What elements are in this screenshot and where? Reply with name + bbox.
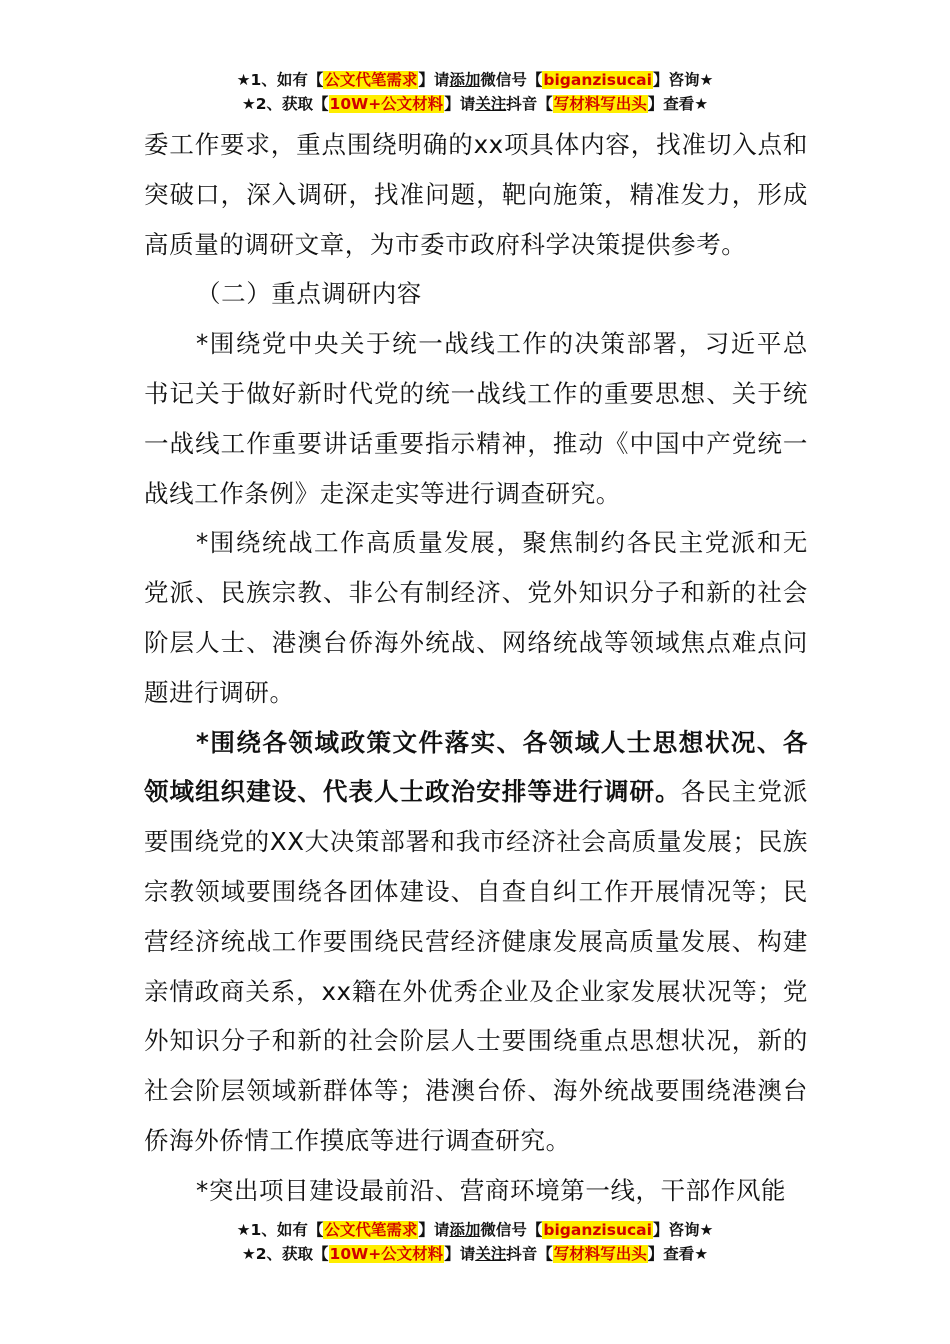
banner-highlight: 写材料写出头 (553, 95, 647, 113)
banner-text: 抖音【 (506, 1245, 553, 1263)
banner-line-1 (0, 68, 950, 92)
document-body (144, 120, 808, 1216)
banner-text: 抖音【 (506, 95, 553, 113)
paragraph-bold-lead: *围绕各领域政策文件落实、各领域人士思想状况、各领域组织建设、代表人士政治安排等进行调研。 (144, 727, 808, 807)
paragraph-text: 各民主党派要围绕党的XX大决策部署和我市经济社会高质量发展；民族宗教领域要围绕各团体建设、自查自纠工作开展情况等；民营经济统战工作要围绕民营经济健康发展高质量发展、构建亲情政商关系，xx籍在外优秀企业及企业家发展状况等；党外知识分子和新的社会阶层人士要围绕重点思想状况，新的社会阶层领域新群体等；港澳台侨、海外统战要围绕港澳台侨海外侨情工作摸底等进行调查研究。 (144, 777, 808, 1155)
banner-line-2 (0, 92, 950, 116)
banner-line-2 (0, 1242, 950, 1266)
banner-underline: 添加 (449, 71, 481, 89)
paragraph-item: *突出项目建设最前沿、营商环境第一线，干部作风能 (196, 1175, 787, 1205)
banner-text: 微信号【 (480, 71, 543, 89)
banner-text: 】咨询★ (652, 1221, 714, 1239)
banner-text: 】请 (444, 95, 476, 113)
banner-highlight: 10W+公文材料 (329, 95, 444, 113)
banner-text: 】请 (444, 1245, 476, 1263)
banner-text: 】查看★ (647, 1245, 709, 1263)
paragraph-item: *围绕统战工作高质量发展，聚焦制约各民主党派和无党派、民族宗教、非公有制经济、党外知识分子和新的社会阶层人士、港澳台侨海外统战、网络统战等领域焦点难点问题进行调研。 (144, 528, 808, 707)
footer-banner (0, 1218, 950, 1266)
paragraph-item (144, 718, 808, 1166)
banner-underline: 关注 (475, 95, 507, 113)
banner-highlight: 10W+公文材料 (329, 1245, 444, 1263)
banner-text: ★2、获取【 (241, 95, 329, 113)
header-banner (0, 68, 950, 116)
banner-text: ★1、如有【 (236, 1221, 324, 1239)
banner-underline: 关注 (475, 1245, 507, 1263)
banner-highlight: 公文代笔需求 (324, 71, 418, 89)
section-heading: （二）重点调研内容 (196, 279, 422, 309)
banner-highlight: biganzisucai (543, 1221, 652, 1239)
banner-line-1 (0, 1218, 950, 1242)
paragraph-continuation: 委工作要求，重点围绕明确的xx项具体内容，找准切入点和突破口，深入调研，找准问题，靶向施策，精准发力，形成高质量的调研文章，为市委市政府科学决策提供参考。 (144, 130, 808, 259)
banner-underline: 添加 (449, 1221, 481, 1239)
banner-highlight: 写材料写出头 (553, 1245, 647, 1263)
banner-highlight: 公文代笔需求 (324, 1221, 418, 1239)
banner-text: 】请 (418, 71, 450, 89)
banner-text: 】请 (418, 1221, 450, 1239)
banner-text: 】咨询★ (652, 71, 714, 89)
banner-text: 】查看★ (647, 95, 709, 113)
banner-text: ★1、如有【 (236, 71, 324, 89)
banner-highlight: biganzisucai (543, 71, 652, 89)
banner-text: 微信号【 (480, 1221, 543, 1239)
banner-text: ★2、获取【 (241, 1245, 329, 1263)
paragraph-item: *围绕党中央关于统一战线工作的决策部署，习近平总书记关于做好新时代党的统一战线工作的重要思想、关于统一战线工作重要讲话重要指示精神，推动《中国中产党统一战线工作条例》走深走实等进行调查研究。 (144, 329, 808, 508)
